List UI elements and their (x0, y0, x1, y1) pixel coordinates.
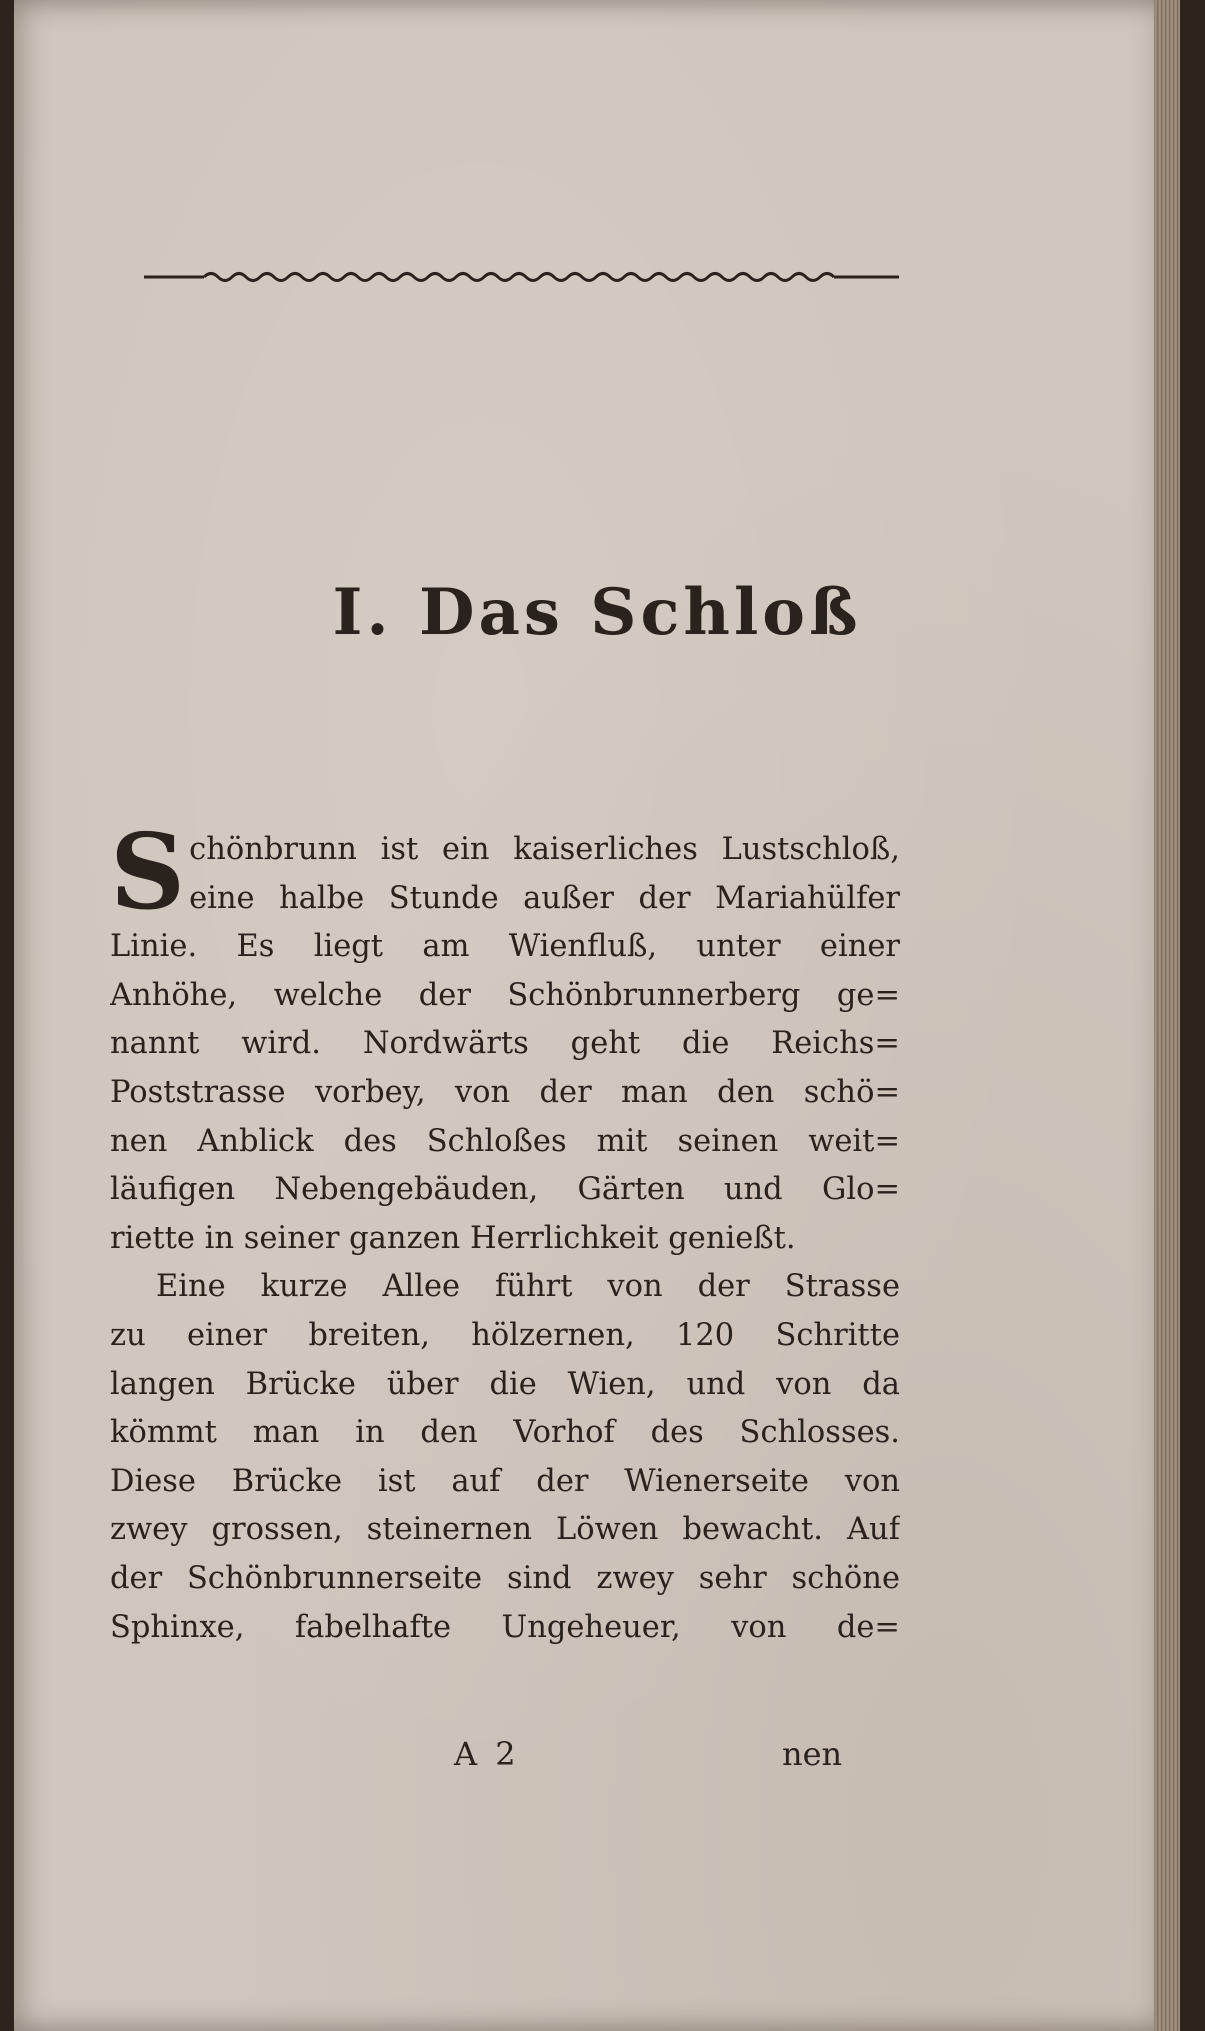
text-line: Poststrasse vorbey, von der man den schö= (110, 1074, 900, 1110)
page-edge (1154, 0, 1180, 2031)
drop-cap: S (110, 810, 186, 933)
text-line: läufigen Nebengebäuden, Gärten und Glo= (110, 1172, 900, 1208)
chapter-heading: I. Das Schloß (332, 575, 862, 650)
signature-mark: A 2 (454, 1735, 520, 1773)
text-line: riette in seiner ganzen Herrlichkeit genießt. (110, 1220, 796, 1256)
ornamental-rule (144, 270, 899, 284)
text-line: Sphinxe, fabelhafte Ungeheuer, von de= (110, 1609, 900, 1645)
text-line: der Schönbrunnerseite sind zwey sehr schöne (110, 1560, 900, 1596)
text-line: kömmt man in den Vorhof des Schlosses. (110, 1415, 900, 1451)
page-paper (14, 0, 1180, 2031)
text-line: Diese Brücke ist auf der Wienerseite von (110, 1463, 900, 1499)
text-line: zwey grossen, steinernen Löwen bewacht. Auf (110, 1512, 900, 1548)
text-line: nannt wird. Nordwärts geht die Reichs= (110, 1026, 900, 1062)
text-line: langen Brücke über die Wien, und von da (110, 1366, 900, 1402)
text-line: Anhöhe, welche der Schönbrunnerberg ge= (110, 977, 900, 1013)
text-line: Schönbrunn ist ein kaiserliches Lustschloß, (110, 810, 900, 933)
text-line: Linie. Es liegt am Wienfluß, unter einer (110, 929, 900, 965)
text-line: zu einer breiten, hölzernen, 120 Schritte (110, 1317, 900, 1353)
text-line: eine halbe Stunde außer der Mariahülfer (189, 880, 900, 916)
text-line: Eine kurze Allee führt von der Strasse (156, 1269, 900, 1305)
catchword: nen (782, 1735, 843, 1773)
text-line: nen Anblick des Schloßes mit seinen weit= (110, 1123, 900, 1159)
body-text (110, 810, 900, 1652)
